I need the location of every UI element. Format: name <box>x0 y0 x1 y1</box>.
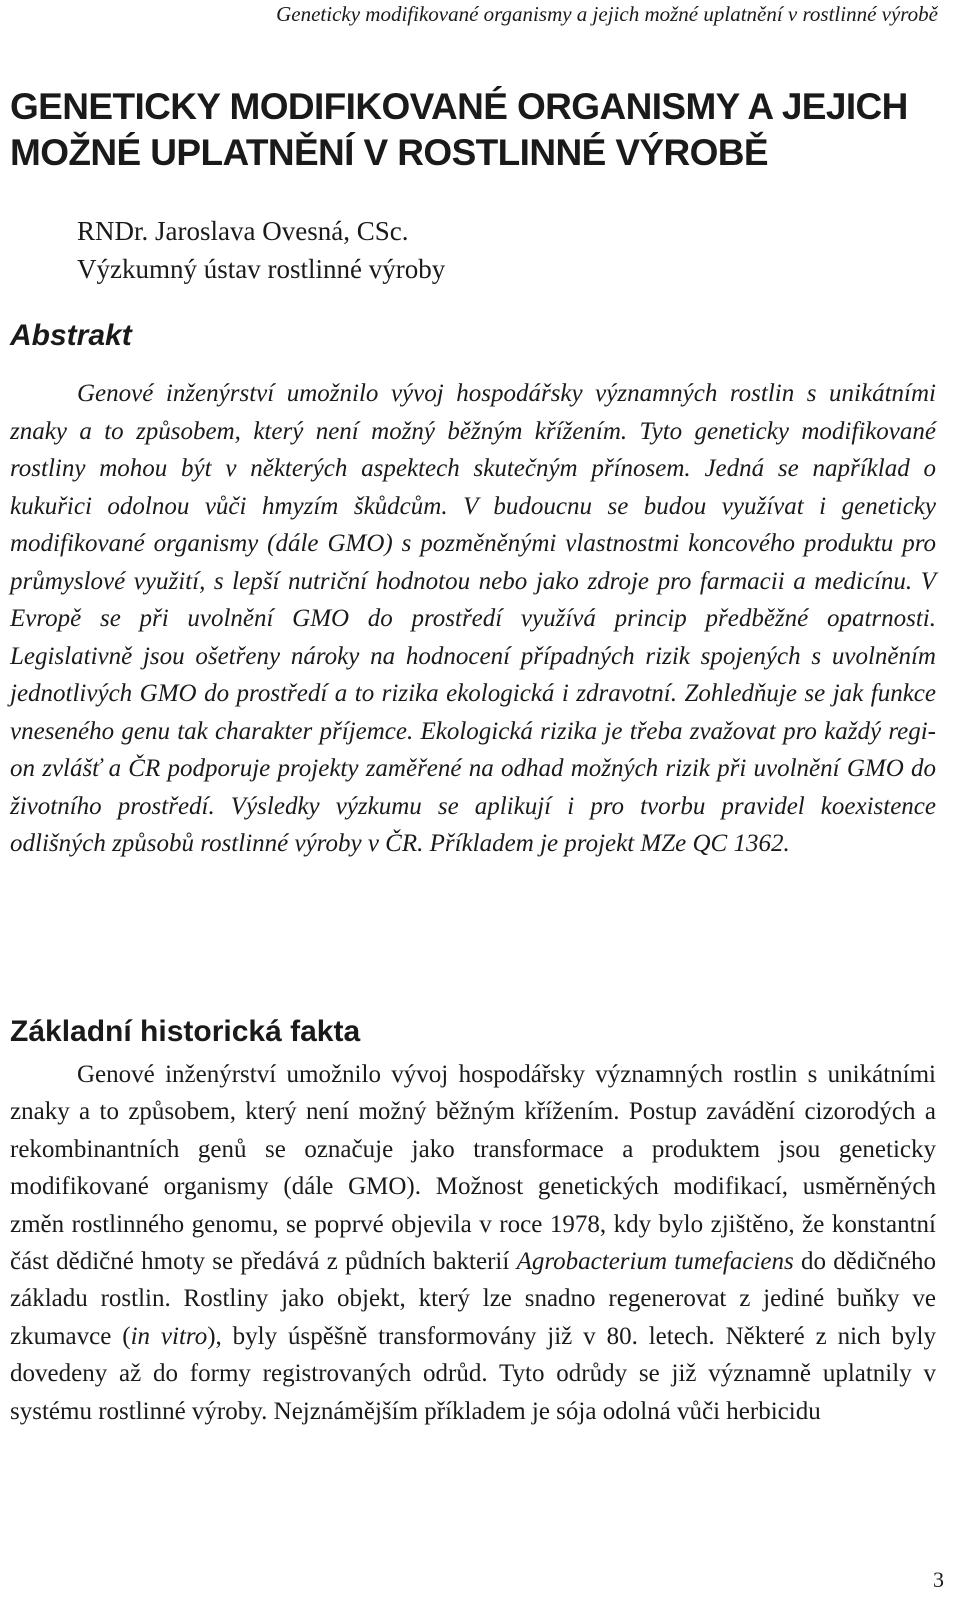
page-number: 3 <box>933 1567 944 1592</box>
abstract-heading: Abstrakt <box>10 319 132 352</box>
author-block <box>77 212 445 288</box>
body-text-part3: ), byly úspěšně transformovány již v 80. letech. Některé z nich byly dovedeny až do formy registrovaných odrůd. Tyto odrůdy se již významně uplatnily v systému rostlinné výroby. Nejznámějším příkladem je sója odolná vůči herbicidu <box>10 1322 936 1425</box>
in-vitro-term: in vitro <box>130 1322 208 1350</box>
author-institution: Výzkumný ústav rostlinné výroby <box>77 254 446 284</box>
page-title <box>10 84 950 176</box>
author-name: RNDr. Jaroslava Ovesná, CSc. <box>77 216 409 246</box>
page-title-line2: MOŽNÉ UPLATNĚNÍ V ROSTLINNÉ VÝROBĚ <box>10 132 769 173</box>
body-text-part2: do dědičného základu rostlin. Rostliny jako objekt, který lze snadno regenerovat z jediné buňky ve zkumavce ( <box>10 1248 936 1350</box>
page-title-line1: GENETICKY MODIFIKOVANÉ ORGANISMY A JEJICH <box>10 86 908 127</box>
body-text-part1: Genové inženýrství umožnilo vývoj hospodářsky významných rostlin s unikátními znaky a to způsobem, který není možný běžným křížením. Postup zavádění cizorodých a rekombinantních genů se označuje jako transformace a produktem jsou geneticky modifikované organismy (dále GMO). Možnost genetických modifikací, usměrněných změn rostlinného genomu, se poprvé objevila v roce 1978, kdy bylo zjištěno, že konstantní část dědičné hmoty se předává z půdních bakterií <box>10 1061 936 1276</box>
species-name: Agrobacterium tumefaciens <box>516 1248 794 1276</box>
body-paragraph <box>10 1056 936 1430</box>
abstract-text: Genové inženýrství umožnilo vývoj hospodářsky významných rostlin s unikátními znaky a to způsobem, který není možný běžným křížením. Tyto geneticky modifikované rostliny mohou být v některých aspektech skutečným přínosem. Jedná se například o kukuřici odolnou vůči hmyzím škůdcům. V budoucnu se budou využívat i geneticky modifikované organismy (dále GMO) s pozměněnými vlastnostmi koncového produktu pro průmyslové využití, s lepší nutriční hodnotou nebo jako zdroje pro farmacii a medicínu. V Evropě se při uvolnění GMO do prostředí využívá princip předběžné opatrnosti. Legislativně jsou ošetřeny nároky na hodnocení případných rizik spojených s uvolněním jednotlivých GMO do prostředí a to rizika ekologická i zdravotní. Zohledňuje se jak funkce vneseného genu tak charakter příjemce. Ekologická rizika je třeba zvažovat pro každý region zvlášť a ČR podporuje projekty zaměřené na odhad možných rizik při uvolnění GMO do životního prostředí. Výsledky výzkumu se aplikují i pro tvorbu pravidel koexistence odlišných způsobů rostlinné výroby v ČR. Příkladem je projekt MZe QC 1362. <box>10 380 936 857</box>
running-header: Geneticky modifikované organismy a jejich možné uplatnění v rostlinné výrobě <box>276 2 938 26</box>
section-heading: Základní historická fakta <box>10 1015 361 1048</box>
